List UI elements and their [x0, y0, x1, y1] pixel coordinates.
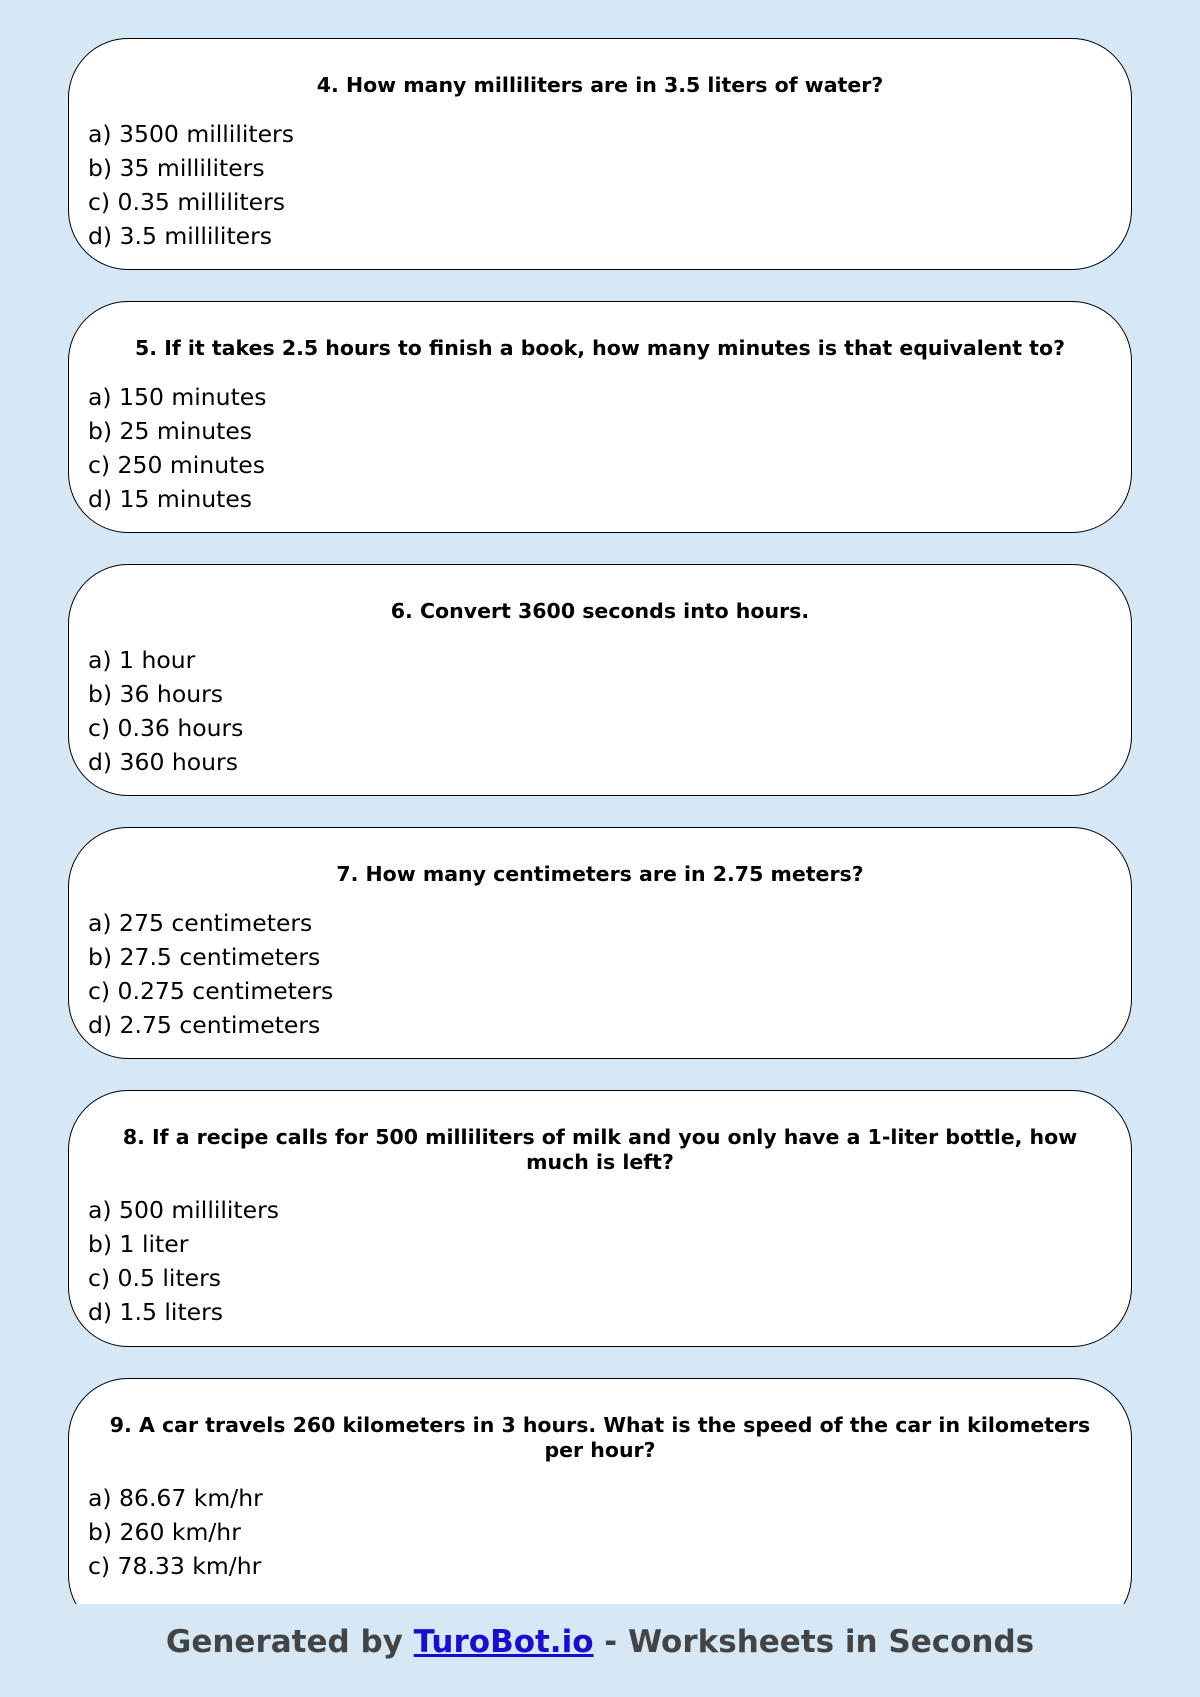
footer	[0, 1604, 1200, 1697]
option-a: a) 275 centimeters	[88, 909, 313, 937]
option-a: a) 500 milliliters	[88, 1196, 280, 1224]
options-list	[88, 380, 267, 516]
question-text: 5. If it takes 2.5 hours to finish a book, how many minutes is that equivalent to?	[135, 336, 1065, 360]
option-b: b) 1 liter	[88, 1230, 189, 1258]
footer-prefix: Generated by	[165, 1624, 414, 1660]
question-card-9	[68, 1378, 1132, 1604]
option-d: d) 1.5 liters	[88, 1298, 224, 1326]
option-a: a) 1 hour	[88, 646, 196, 674]
option-b: b) 27.5 centimeters	[88, 943, 321, 971]
option-d: d) 2.75 centimeters	[88, 1011, 321, 1039]
option-a: a) 150 minutes	[88, 383, 267, 411]
question-card-8	[68, 1090, 1132, 1347]
options-list	[88, 1193, 279, 1329]
question-card-4	[68, 38, 1132, 270]
option-b: b) 260 km/hr	[88, 1518, 241, 1546]
option-c: c) 78.33 km/hr	[88, 1552, 262, 1580]
question-text: 7. How many centimeters are in 2.75 meters?	[336, 862, 864, 886]
question-card-6	[68, 564, 1132, 796]
options-list	[88, 117, 294, 253]
question-text: 6. Convert 3600 seconds into hours.	[390, 599, 810, 623]
option-c: c) 0.5 liters	[88, 1264, 222, 1292]
option-a: a) 3500 milliliters	[88, 120, 294, 148]
question-text: 4. How many milliliters are in 3.5 liters of water?	[316, 73, 884, 97]
option-c: c) 250 minutes	[88, 451, 266, 479]
option-d: d) 15 minutes	[88, 485, 253, 513]
turobot-link[interactable]: TuroBot.io	[413, 1624, 594, 1660]
options-list	[88, 1481, 263, 1583]
option-d: d) 360 hours	[88, 748, 238, 776]
footer-text	[0, 1622, 1200, 1662]
options-list	[88, 643, 243, 779]
question-card-7	[68, 827, 1132, 1059]
option-d: d) 3.5 milliliters	[88, 222, 273, 250]
footer-suffix: - Worksheets in Seconds	[593, 1624, 1035, 1660]
option-b: b) 35 milliliters	[88, 154, 265, 182]
option-b: b) 36 hours	[88, 680, 223, 708]
option-a: a) 86.67 km/hr	[88, 1484, 263, 1512]
option-c: c) 0.275 centimeters	[88, 977, 334, 1005]
question-text: 9. A car travels 260 kilometers in 3 hours. What is the speed of the car in kilometers per hour?	[109, 1413, 1091, 1462]
option-c: c) 0.35 milliliters	[88, 188, 285, 216]
question-card-5	[68, 301, 1132, 533]
option-b: b) 25 minutes	[88, 417, 253, 445]
options-list	[88, 906, 333, 1042]
question-text: 8. If a recipe calls for 500 milliliters of milk and you only have a 1-liter bottle, how much is left?	[122, 1125, 1078, 1174]
option-c: c) 0.36 hours	[88, 714, 244, 742]
